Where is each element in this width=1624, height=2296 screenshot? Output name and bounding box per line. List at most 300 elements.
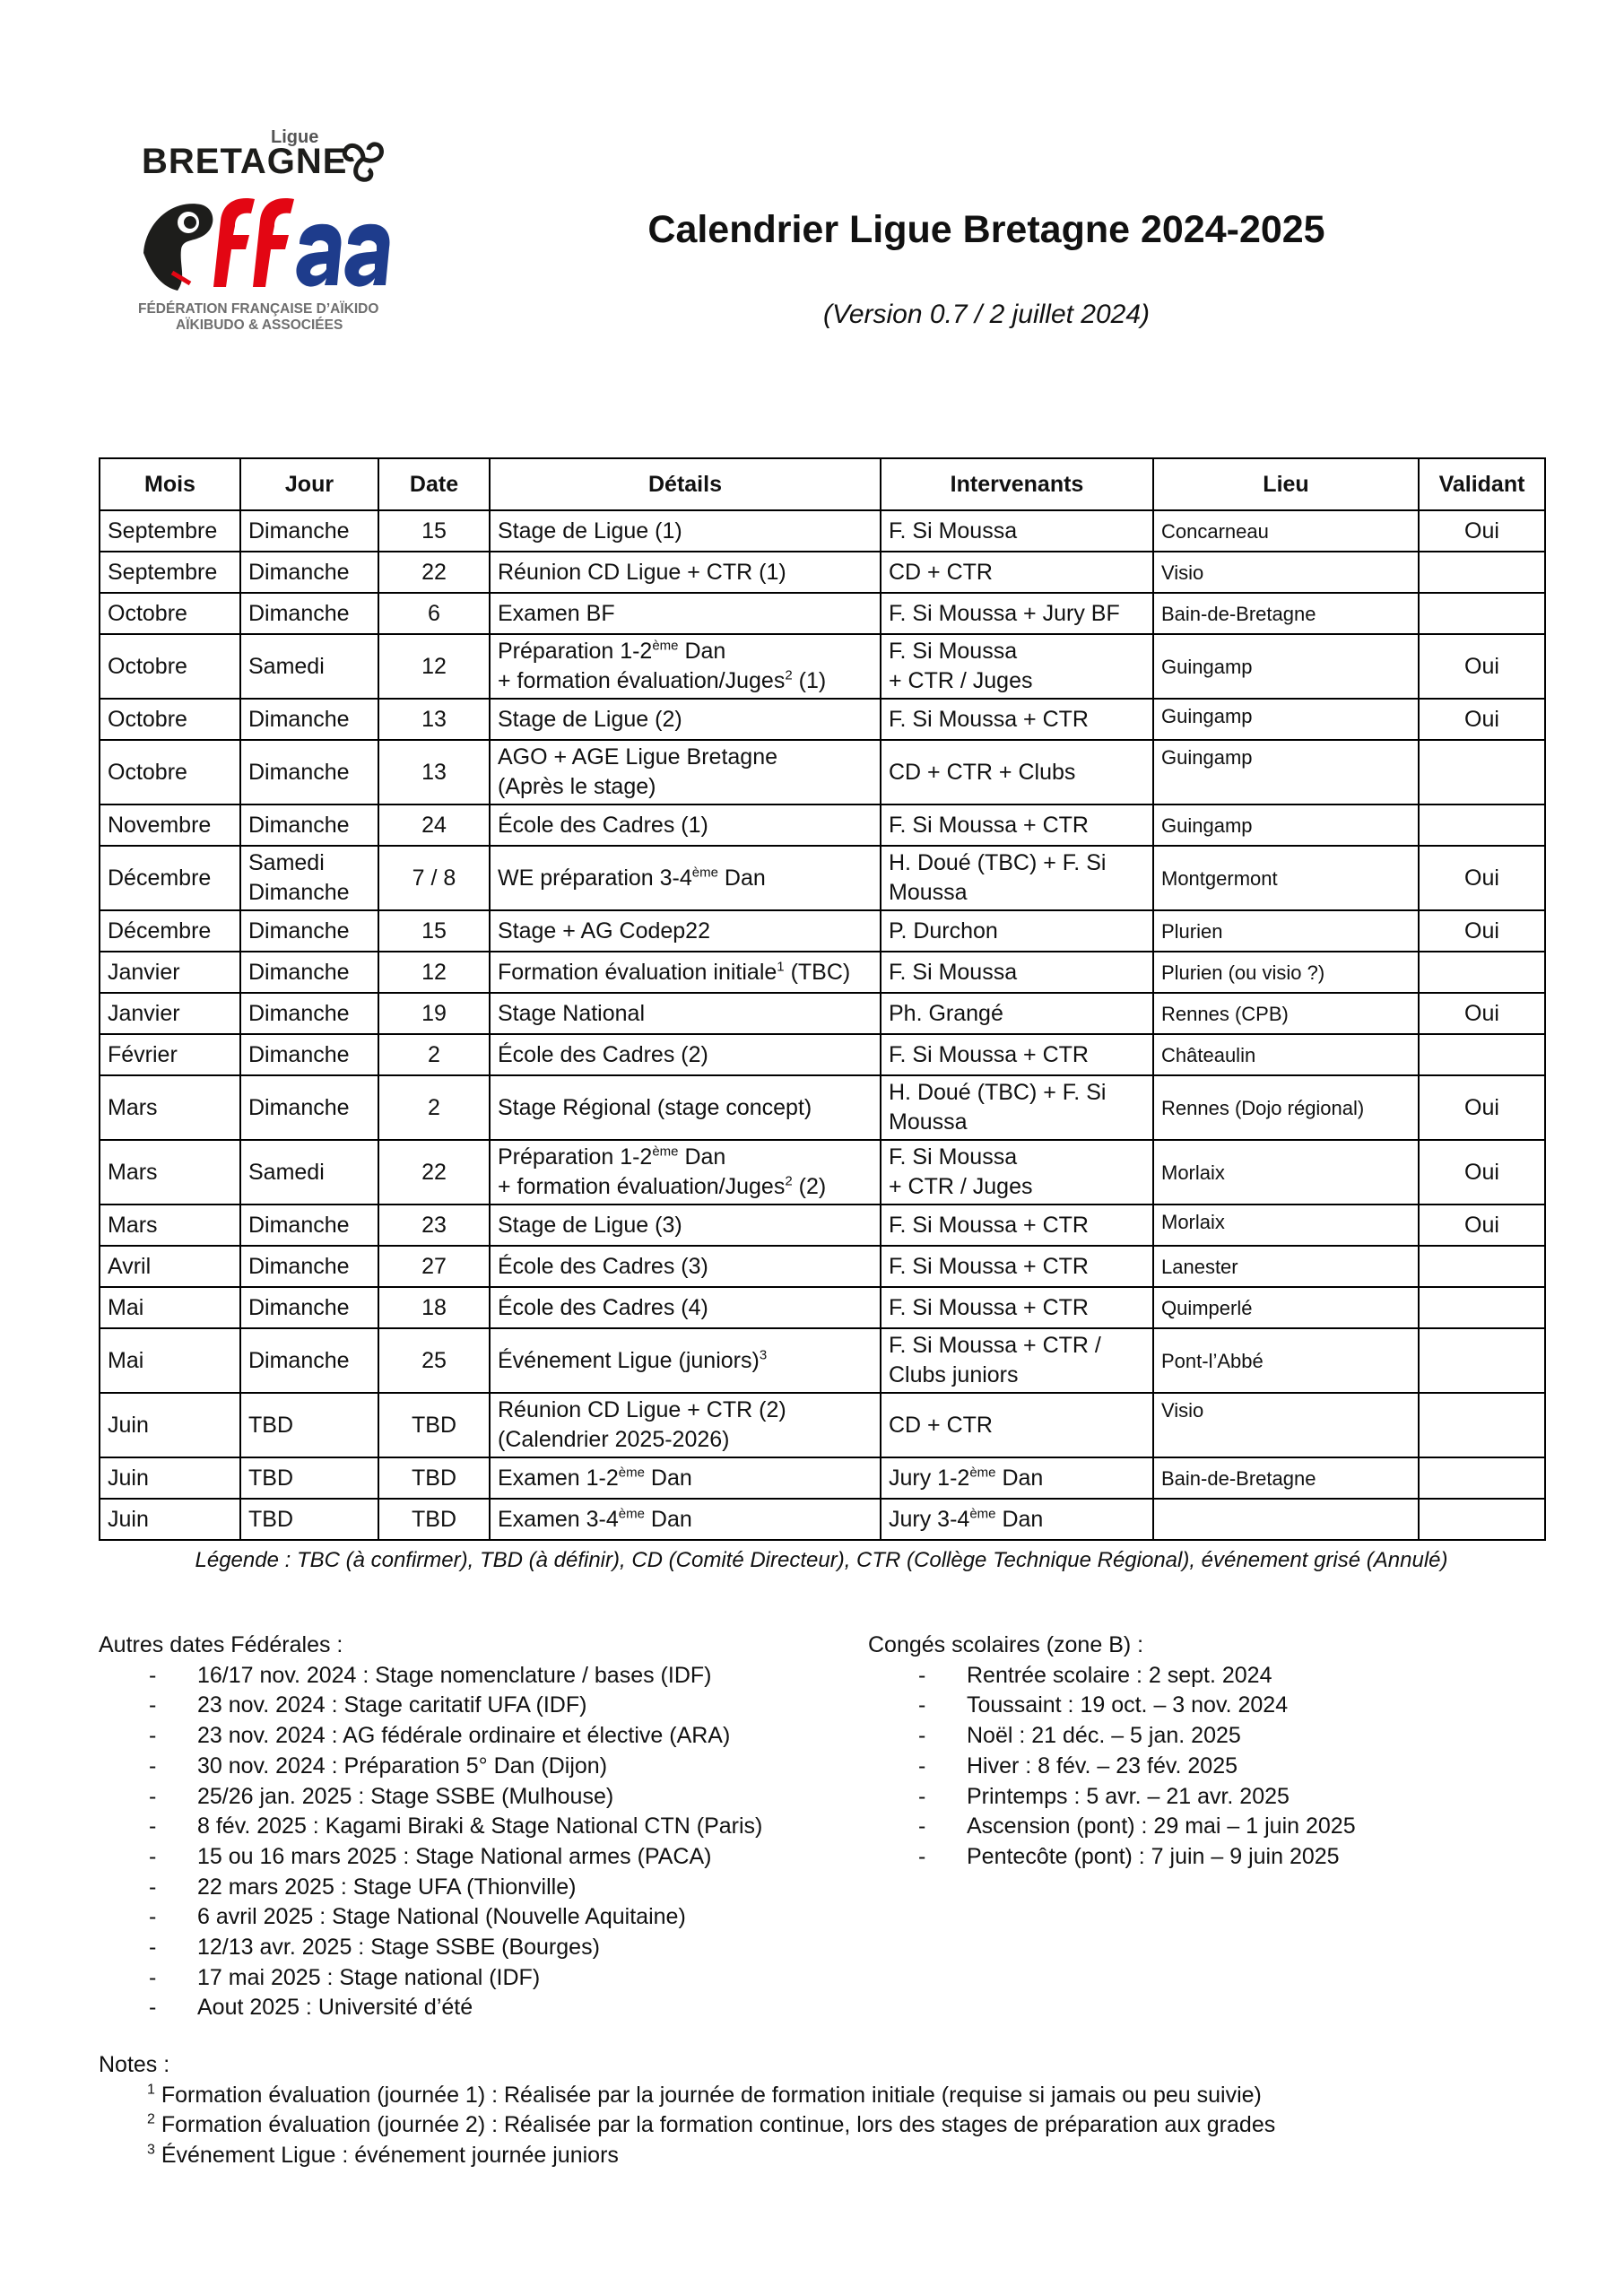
cell-mois: Janvier [100,952,240,993]
cell-lieu: Visio [1153,552,1419,593]
note-item [99,2110,1275,2141]
cell-jour: Dimanche [240,910,378,952]
column-header-lieu: Lieu [1153,458,1419,510]
list-dash: - [149,1662,157,1688]
cell-date: 15 [378,910,490,952]
cell-jour: Dimanche [240,993,378,1034]
cell-mois: Octobre [100,699,240,740]
list-dash: - [918,1723,926,1749]
list-item [99,1902,762,1933]
cell-intervenants: F. Si Moussa + CTR [881,804,1153,846]
cell-date: 7 / 8 [378,846,490,910]
cell-validant: Oui [1419,1075,1545,1140]
notes-heading: Notes : [99,2052,170,2077]
details-text: (Après le stage) [498,774,656,799]
intervenants-text: F. Si Moussa [889,1144,1018,1170]
cell-jour: Dimanche [240,804,378,846]
cell-details: Stage de Ligue (1) [490,510,881,552]
cell-intervenants: CD + CTR [881,1393,1153,1457]
list-item [868,1752,1356,1782]
list-item [99,1933,762,1963]
cell-lieu: Rennes (CPB) [1153,993,1419,1034]
cell-validant [1419,1499,1545,1540]
column-header-jour: Jour [240,458,378,510]
cell-date: 2 [378,1075,490,1140]
cell-validant [1419,804,1545,846]
cell-intervenants [881,846,1153,910]
table-row [100,846,1545,910]
cell-lieu: Pont-l’Abbé [1153,1328,1419,1393]
cell-validant: Oui [1419,699,1545,740]
cell-jour: Dimanche [240,510,378,552]
cell-lieu: Quimperlé [1153,1287,1419,1328]
list-item-text: Rentrée scolaire : 2 sept. 2024 [967,1662,1272,1688]
cell-details [490,846,881,910]
cell-jour: Dimanche [240,1075,378,1140]
list-dash: - [918,1692,926,1718]
cell-intervenants: F. Si Moussa + CTR [881,699,1153,740]
list-item-text: 23 nov. 2024 : Stage caritatif UFA (IDF) [197,1692,587,1718]
details-text: Dan [644,1465,692,1491]
federal-dates-heading: Autres dates Fédérales : [99,1632,343,1657]
details-text: Réunion CD Ligue + CTR (2) [498,1397,786,1422]
list-item [868,1661,1356,1692]
cell-mois: Mars [100,1075,240,1140]
details-footnote-ref: 2 [785,1173,793,1189]
details-superscript: ème [618,1506,645,1522]
details-text: Événement Ligue (juniors) [498,1347,760,1373]
list-item-text: 6 avril 2025 : Stage National (Nouvelle Aquitaine) [197,1904,686,1930]
details-text: + formation évaluation/Juges [498,1174,786,1199]
list-item-text: 16/17 nov. 2024 : Stage nomenclature / bases (IDF) [197,1662,712,1688]
cell-date: 15 [378,510,490,552]
cell-lieu: Morlaix [1153,1140,1419,1205]
cell-mois: Mai [100,1287,240,1328]
cell-intervenants: P. Durchon [881,910,1153,952]
cell-intervenants [881,634,1153,699]
table-legend: Légende : TBC (à confirmer), TBD (à définir), CD (Comité Directeur), CTR (Collège Technique Régional), événement grisé (Annulé) [195,1548,1448,1572]
table-row [100,552,1545,593]
intervenants-text: Dan [995,1506,1044,1532]
cell-date: 13 [378,699,490,740]
cell-validant [1419,1328,1545,1393]
details-superscript: ème [652,1144,679,1160]
page-title: Calendrier Ligue Bretagne 2024-2025 [647,208,1325,251]
cell-lieu: Morlaix [1153,1205,1419,1246]
cell-date: 22 [378,552,490,593]
logo-ligue-text: Ligue [271,127,319,147]
cell-validant [1419,952,1545,993]
cell-intervenants [881,1457,1153,1499]
column-header-details: Détails [490,458,881,510]
cell-lieu: Montgermont [1153,846,1419,910]
note-text: Événement Ligue : événement journée juniors [154,2143,619,2169]
table-row [100,1499,1545,1540]
cell-jour: Dimanche [240,1287,378,1328]
cell-jour: TBD [240,1499,378,1540]
list-item [99,1963,762,1994]
list-item [99,1752,762,1782]
cell-validant [1419,1246,1545,1287]
table-row [100,804,1545,846]
cell-validant: Oui [1419,993,1545,1034]
cell-validant [1419,593,1545,634]
cell-intervenants: F. Si Moussa [881,510,1153,552]
table-row [100,910,1545,952]
cell-intervenants: F. Si Moussa [881,952,1153,993]
list-item-text: 17 mai 2025 : Stage national (IDF) [197,1964,541,1990]
logo-region-text: BRETAGNE [142,142,348,181]
intervenants-text: H. Doué (TBC) + F. Si [889,1080,1107,1105]
list-dash: - [149,1692,157,1718]
cell-validant: Oui [1419,910,1545,952]
list-item [99,1812,762,1842]
cell-date: TBD [378,1393,490,1457]
cell-jour: Dimanche [240,1328,378,1393]
table-header-row [100,458,1545,510]
cell-jour: Dimanche [240,699,378,740]
list-dash: - [918,1843,926,1869]
jour-text: Dimanche [248,880,350,905]
details-text: WE préparation 3-4 [498,865,692,891]
list-item-text: Printemps : 5 avr. – 21 avr. 2025 [967,1783,1290,1809]
note-text: Formation évaluation (journée 1) : Réalisée par la journée de formation initiale (requise si jamais ou peu suivie) [154,2082,1262,2108]
details-superscript: ème [691,865,718,881]
cell-date: 25 [378,1328,490,1393]
cell-mois: Juin [100,1457,240,1499]
cell-mois: Octobre [100,740,240,804]
list-dash: - [149,1843,157,1869]
intervenants-text: H. Doué (TBC) + F. Si [889,850,1107,875]
cell-details: École des Cadres (4) [490,1287,881,1328]
cell-lieu: Guingamp [1153,804,1419,846]
list-item [99,1873,762,1903]
cell-details: École des Cadres (2) [490,1034,881,1075]
list-dash: - [918,1783,926,1809]
cell-details [490,740,881,804]
details-superscript: ème [652,638,679,654]
cell-jour: Dimanche [240,740,378,804]
cell-jour: Dimanche [240,1034,378,1075]
cell-intervenants: CD + CTR [881,552,1153,593]
table-row [100,740,1545,804]
cell-date: 18 [378,1287,490,1328]
list-dash: - [149,1813,157,1839]
table-row [100,1393,1545,1457]
cell-details: Stage National [490,993,881,1034]
table-row [100,634,1545,699]
cell-jour: Dimanche [240,593,378,634]
jour-text: Samedi [248,850,325,875]
list-item-text: 23 nov. 2024 : AG fédérale ordinaire et élective (ARA) [197,1723,731,1749]
details-text: (1) [792,668,827,693]
list-dash: - [149,1935,157,1961]
table-row [100,952,1545,993]
details-text: Dan [678,639,726,664]
cell-date: 6 [378,593,490,634]
cell-intervenants: F. Si Moussa + Jury BF [881,593,1153,634]
cell-jour: TBD [240,1457,378,1499]
cell-lieu: Plurien [1153,910,1419,952]
cell-date: 12 [378,952,490,993]
cell-lieu: Guingamp [1153,699,1419,740]
list-item-text: Pentecôte (pont) : 7 juin – 9 juin 2025 [967,1843,1340,1869]
intervenants-text: F. Si Moussa [889,639,1018,664]
cell-details [490,634,881,699]
cell-mois: Juin [100,1499,240,1540]
ffaaa-emblem-icon [136,190,396,296]
school-holidays-heading: Congés scolaires (zone B) : [868,1632,1144,1657]
list-item [99,1661,762,1692]
cell-intervenants: CD + CTR + Clubs [881,740,1153,804]
cell-details [490,952,881,993]
cell-mois: Février [100,1034,240,1075]
list-dash: - [149,1723,157,1749]
logo-federation-line1: FÉDÉRATION FRANÇAISE D’AÏKIDO [138,301,379,317]
cell-date: 24 [378,804,490,846]
cell-mois: Décembre [100,846,240,910]
cell-details: Stage de Ligue (3) [490,1205,881,1246]
cell-mois: Octobre [100,593,240,634]
federal-dates-section [99,1631,762,2023]
list-dash: - [918,1813,926,1839]
cell-date: 13 [378,740,490,804]
cell-details [490,1393,881,1457]
cell-intervenants [881,1499,1153,1540]
details-text: Préparation 1-2 [498,1144,653,1170]
details-text: Dan [644,1506,692,1532]
triskel-icon [334,129,393,188]
details-text: + formation évaluation/Juges [498,668,786,693]
cell-details [490,1140,881,1205]
note-item [99,2141,1275,2171]
cell-date: 22 [378,1140,490,1205]
cell-jour: Dimanche [240,552,378,593]
column-header-mois: Mois [100,458,240,510]
cell-validant [1419,552,1545,593]
cell-date: 23 [378,1205,490,1246]
cell-jour: Samedi [240,634,378,699]
details-text: Examen 3-4 [498,1506,619,1532]
cell-lieu: Guingamp [1153,740,1419,804]
cell-validant [1419,1457,1545,1499]
details-text: AGO + AGE Ligue Bretagne [498,744,777,770]
column-header-intervenants: Intervenants [881,458,1153,510]
cell-lieu: Bain-de-Bretagne [1153,1457,1419,1499]
cell-validant: Oui [1419,510,1545,552]
cell-jour: Dimanche [240,952,378,993]
list-dash: - [918,1662,926,1688]
cell-lieu: Concarneau [1153,510,1419,552]
intervenants-text: Clubs juniors [889,1362,1019,1387]
details-text: Dan [717,865,766,891]
details-text: Formation évaluation initiale [498,959,777,985]
intervenants-text: Dan [995,1465,1044,1491]
intervenants-text: Jury 3-4 [889,1506,970,1532]
details-footnote-ref: 1 [777,959,785,975]
list-item-text: Noël : 21 déc. – 5 jan. 2025 [967,1723,1241,1749]
list-item [868,1691,1356,1721]
list-item [868,1721,1356,1752]
cell-jour: Dimanche [240,1205,378,1246]
cell-lieu: Châteaulin [1153,1034,1419,1075]
cell-mois: Décembre [100,910,240,952]
cell-date: 12 [378,634,490,699]
list-item [99,1721,762,1752]
table-row [100,1246,1545,1287]
cell-mois: Janvier [100,993,240,1034]
details-superscript: ème [618,1465,645,1481]
cell-details [490,1457,881,1499]
cell-intervenants: Ph. Grangé [881,993,1153,1034]
list-item-text: Hiver : 8 fév. – 23 fév. 2025 [967,1752,1238,1779]
cell-details: École des Cadres (1) [490,804,881,846]
details-text: (TBC) [784,959,851,985]
cell-details: Stage + AG Codep22 [490,910,881,952]
cell-validant: Oui [1419,634,1545,699]
list-dash: - [149,1752,157,1779]
intervenants-text: Jury 1-2 [889,1465,970,1491]
details-text: Préparation 1-2 [498,639,653,664]
calendar-table [99,457,1546,1541]
table-row [100,1034,1545,1075]
list-item-text: 15 ou 16 mars 2025 : Stage National armes (PACA) [197,1843,712,1869]
list-dash: - [149,1995,157,2021]
cell-details [490,1328,881,1393]
cell-jour [240,846,378,910]
cell-date: TBD [378,1499,490,1540]
cell-details: Réunion CD Ligue + CTR (1) [490,552,881,593]
table-row [100,699,1545,740]
note-number: 3 [147,2142,155,2158]
cell-validant [1419,1393,1545,1457]
list-item-text: Ascension (pont) : 29 mai – 1 juin 2025 [967,1813,1356,1839]
cell-details: École des Cadres (3) [490,1246,881,1287]
list-item [868,1782,1356,1813]
cell-details: Stage de Ligue (2) [490,699,881,740]
cell-lieu: Lanester [1153,1246,1419,1287]
cell-lieu: Rennes (Dojo régional) [1153,1075,1419,1140]
table-row [100,593,1545,634]
note-text: Formation évaluation (journée 2) : Réalisée par la formation continue, lors des stages de préparation aux grades [154,2112,1276,2138]
column-header-date: Date [378,458,490,510]
list-item [99,1842,762,1873]
cell-details [490,1499,881,1540]
cell-intervenants [881,1140,1153,1205]
details-footnote-ref: 3 [759,1347,768,1363]
cell-mois: Septembre [100,510,240,552]
table-row [100,1205,1545,1246]
school-holidays-section [868,1631,1356,1873]
ffaaa-bretagne-logo [135,126,404,341]
list-item-text: 25/26 jan. 2025 : Stage SSBE (Mulhouse) [197,1783,614,1809]
list-item-text: Aout 2025 : Université d’été [197,1995,473,2021]
cell-mois: Novembre [100,804,240,846]
table-row [100,1457,1545,1499]
details-text: (Calendrier 2025-2026) [498,1427,730,1452]
list-item [868,1812,1356,1842]
cell-mois: Octobre [100,634,240,699]
list-item-text: Toussaint : 19 oct. – 3 nov. 2024 [967,1692,1289,1718]
cell-validant: Oui [1419,846,1545,910]
list-item [99,1691,762,1721]
cell-lieu: Visio [1153,1393,1419,1457]
cell-validant: Oui [1419,1205,1545,1246]
table-row [100,993,1545,1034]
federal-dates-list [99,1661,762,2023]
cell-intervenants [881,1075,1153,1140]
intervenants-text: + CTR / Juges [889,1174,1033,1199]
list-item-text: 30 nov. 2024 : Préparation 5° Dan (Dijon) [197,1752,608,1779]
cell-mois: Mars [100,1140,240,1205]
cell-validant [1419,740,1545,804]
cell-date: 19 [378,993,490,1034]
list-dash: - [918,1752,926,1779]
details-text: Examen 1-2 [498,1465,619,1491]
cell-lieu: Bain-de-Bretagne [1153,593,1419,634]
intervenants-superscript: ème [969,1506,996,1522]
note-number: 1 [147,2082,155,2098]
list-item-text: 22 mars 2025 : Stage UFA (Thionville) [197,1874,577,1900]
cell-validant: Oui [1419,1140,1545,1205]
logo-federation-line2: AÏKIBUDO & ASSOCIÉES [176,317,343,333]
cell-intervenants: F. Si Moussa + CTR [881,1246,1153,1287]
details-text: (2) [792,1174,827,1199]
cell-lieu [1153,1499,1419,1540]
details-footnote-ref: 2 [785,667,793,683]
cell-mois: Mai [100,1328,240,1393]
cell-mois: Avril [100,1246,240,1287]
page-subtitle: (Version 0.7 / 2 juillet 2024) [822,300,1151,329]
table-row [100,1287,1545,1328]
cell-jour: Samedi [240,1140,378,1205]
intervenants-text: + CTR / Juges [889,668,1033,693]
list-dash: - [149,1874,157,1900]
table-row [100,510,1545,552]
cell-details: Stage Régional (stage concept) [490,1075,881,1140]
cell-jour: Dimanche [240,1246,378,1287]
list-dash: - [149,1964,157,1990]
table-row [100,1075,1545,1140]
cell-intervenants: F. Si Moussa + CTR [881,1034,1153,1075]
cell-intervenants: F. Si Moussa + CTR [881,1205,1153,1246]
list-item-text: 12/13 avr. 2025 : Stage SSBE (Bourges) [197,1935,600,1961]
cell-date: 2 [378,1034,490,1075]
table-row [100,1140,1545,1205]
intervenants-text: Moussa [889,880,968,905]
details-text: Dan [678,1144,726,1170]
cell-intervenants: F. Si Moussa + CTR [881,1287,1153,1328]
note-number: 2 [147,2112,155,2128]
list-dash: - [149,1904,157,1930]
cell-mois: Septembre [100,552,240,593]
list-item [868,1842,1356,1873]
list-item [99,1782,762,1813]
cell-validant [1419,1034,1545,1075]
cell-details: Examen BF [490,593,881,634]
cell-jour: TBD [240,1393,378,1457]
intervenants-text: F. Si Moussa + CTR / [889,1333,1101,1358]
cell-date: TBD [378,1457,490,1499]
cell-validant [1419,1287,1545,1328]
cell-date: 27 [378,1246,490,1287]
list-dash: - [149,1783,157,1809]
list-item [99,1993,762,2023]
table-row [100,1328,1545,1393]
school-holidays-list [868,1661,1356,1873]
cell-intervenants [881,1328,1153,1393]
notes-section [99,2050,1275,2171]
